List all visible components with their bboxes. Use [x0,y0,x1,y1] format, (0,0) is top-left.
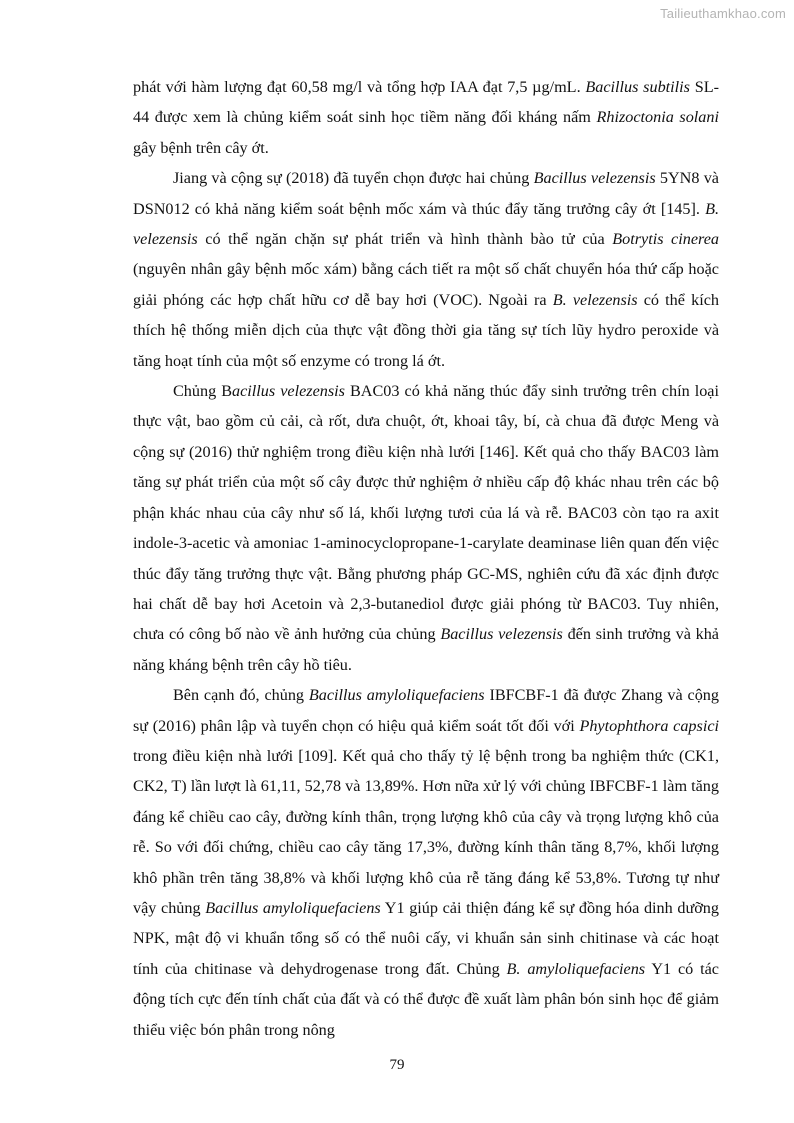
italic-term: B. amyloliquefaciens [506,959,646,978]
italic-term: Bacillus amyloliquefaciens [308,686,485,705]
italic-term: Bacillus velezensis [440,625,563,644]
italic-term: Botrytis cinerea [612,230,719,249]
text-run: Y1 giúp cải thiện đáng kể sự đồng hóa dinh dưỡng NPK, mật độ vi khuẩn tổng số có thể nuôi cấy, vi khuẩn sản sinh chitinase và các hoạt tính của chitinase và dehydrogenase trong đất. Chủng [133,898,719,978]
italic-term: B. velezensis [133,199,719,249]
page-number: 79 [389,1057,405,1073]
text-run: (nguyên nhân gây bệnh mốc xám) bằng cách tiết ra một số chất chuyển hóa thứ cấp hoặc giải phóng các hợp chất hữu cơ dễ bay hơi (VOC). Ngoài ra [133,260,719,309]
italic-term: acillus velezensis [232,382,345,401]
paragraph-jiang [133,163,719,376]
paragraph-amyloliquefaciens [133,680,719,1045]
italic-term: Bacillus subtilis [585,78,690,96]
text-run: Y1 có tác động tích cực đến tính chất của đất và có thể được đề xuất làm phân bón sinh học để giảm thiểu việc bón phân trong nông [133,959,719,1039]
paragraph-bac03 [133,376,719,680]
italic-term: Rhizoctonia solani [596,108,719,127]
text-run: phát với hàm lượng đạt 60,58 mg/l và tổng hợp IAA đạt 7,5 µg/mL. [133,78,586,96]
text-run: trong điều kiện nhà lưới [109]. Kết quả cho thấy tỷ lệ bệnh trong ba nghiệm thức (CK1, CK2, T) lần lượt là 61,11, 52,78 và 13,89%. Hơn nữa xử lý với chủng IBFCBF-1 làm tăng đáng kể chiều cao cây, đường kính thân, trọng lượng khô của cây và trọng lượng khô của rễ. So với đối chứng, chiều cao cây tăng 17,3%, đường kính thân tăng 8,7%, khối lượng khô phần trên tăng 38,8% và khối lượng khô của rễ tăng đáng kể 53,8%. Tương tự như vậy chủng [133,746,719,917]
italic-term: Bacillus velezensis [533,169,656,188]
italic-term: B. velezensis [552,290,638,309]
italic-term: Bacillus amyloliquefaciens [205,898,381,917]
italic-term: Phytophthora capsici [579,716,720,735]
text-run: 5YN8 và DSN012 có khả năng kiểm soát bệnh mốc xám và thúc đẩy tăng trưởng cây ớt [145]. [133,169,719,218]
text-run: gây bệnh trên cây ớt. [133,138,269,157]
document-body [133,72,719,1045]
text-run: Jiang và cộng sự (2018) đã tuyển chọn được hai chủng [173,169,534,188]
text-run: có thể ngăn chặn sự phát triển và hình thành bào tử của [197,230,613,249]
text-run: BAC03 có khả năng thúc đẩy sinh trưởng trên chín loại thực vật, bao gồm củ cải, cà rốt, dưa chuột, ớt, khoai tây, bí, cà chua đã được Meng và cộng sự (2016) thử nghiệm trong điều kiện nhà lưới [146]. Kết quả cho thấy BAC03 làm tăng sự phát triển của một số cây được thử nghiệm ở nhiều cấp độ khác nhau trên các bộ phận khác nhau của cây như số lá, khối lượng tươi của lá và rễ. BAC03 còn tạo ra axit indole-3-acetic và amoniac 1-aminocyclopropane-1-carylate deaminase liên quan đến việc thúc đẩy tăng trưởng thực vật. Bằng phương pháp GC-MS, nghiên cứu đã xác định được hai chất dễ bay hơi Acetoin và 2,3-butanediol được giải phóng từ BAC03. Tuy nhiên, chưa có công bố nào về ảnh hưởng của chủng [133,382,719,644]
text-run: SL-44 được xem là chủng kiểm soát sinh học tiềm năng đối kháng nấm [133,78,719,127]
text-run: Chủng B [173,382,233,401]
watermark: Tailieuthamkhao.com [660,6,786,21]
text-run: Bên cạnh đó, chủng [173,686,309,705]
paragraph-continuation [133,72,719,163]
text-run: đến sinh trưởng và khả năng kháng bệnh trên cây hồ tiêu. [133,625,719,674]
text-run: có thể kích thích hệ thống miễn dịch của thực vật đồng thời gia tăng sự tích lũy hydro peroxide và tăng hoạt tính của một số enzyme có trong lá ớt. [133,290,719,370]
text-run: IBFCBF-1 đã được Zhang và cộng sự (2016) phân lập và tuyển chọn có hiệu quả kiểm soát tốt đối với [133,686,719,735]
